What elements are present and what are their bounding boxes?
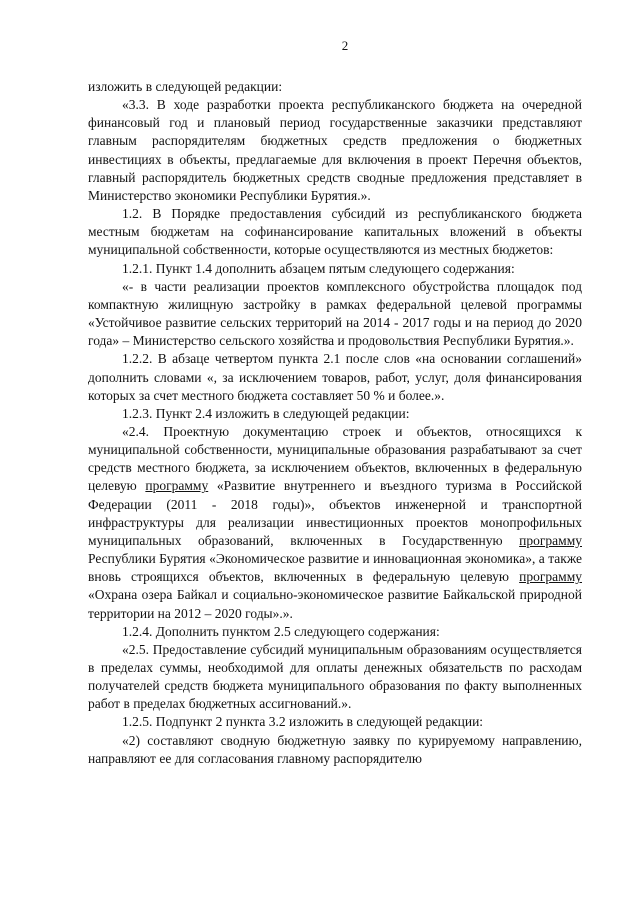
paragraph-text: «3.3. В ходе разработки проекта республиканского бюджета на очередной финансовый год и плановый период государственные заказчики представляют главным распорядителям бюджетных средств предложения о бюджетных инвестициях в объекты, предлагаемые для включения в проект Перечня объектов, главный распорядитель бюджетных средств сводные предложения представляет в Министерство экономики Республики Бурятия.».: [88, 97, 582, 203]
program-link[interactable]: программу: [519, 532, 582, 548]
paragraph: [88, 423, 582, 623]
paragraph: [88, 713, 582, 731]
paragraph-text: 1.2.5. Подпункт 2 пункта 3.2 изложить в следующей редакции:: [122, 714, 484, 730]
paragraph: [88, 278, 582, 351]
paragraph-text: «- в части реализации проектов комплексного обустройства площадок под компактную жилищную застройку в рамках федеральной целевой программы «Устойчивое развитие сельских территорий на 2014 - 2017 годы и на период до 2020 года» – Министерство сельского хозяйства и продовольствия Республики Бурятия.».: [88, 278, 582, 349]
paragraph: [88, 641, 582, 714]
paragraph-text: 1.2.1. Пункт 1.4 дополнить абзацем пятым следующего содержания:: [122, 260, 515, 276]
paragraph-text: «2) составляют сводную бюджетную заявку по курируемому направлению, направляют ее для согласования главному распорядителю: [88, 732, 582, 766]
paragraph: [88, 350, 582, 404]
paragraph: [88, 260, 582, 278]
paragraph: [88, 623, 582, 641]
paragraph-text: «Развитие внутреннего и въездного туризма в Российской Федерации (2011 - 2018 годы)», объектов инженерной и транспортной инфраструктуры для реализации инвестиционных проектов монопрофильных муниципальных образований, включенных в Государственную: [88, 478, 582, 548]
paragraph-text: Республики Бурятия «Экономическое развитие и инновационная экономика», а также вновь строящихся объектов, включенных в федеральную целевую: [88, 551, 582, 585]
paragraph: [88, 205, 582, 259]
paragraph-text: 1.2.2. В абзаце четвертом пункта 2.1 после слов «на основании соглашений» дополнить словами «, за исключением товаров, работ, услуг, доля финансирования которых за счет местного бюджета составляет 50 % и более.».: [88, 351, 582, 403]
program-link[interactable]: программу: [519, 569, 582, 585]
paragraph-text: 1.2.4. Дополнить пунктом 2.5 следующего содержания:: [122, 623, 440, 639]
paragraph-text: изложить в следующей редакции:: [88, 79, 283, 94]
paragraph: [88, 405, 582, 423]
paragraph: [88, 78, 582, 96]
paragraph-text: «Охрана озера Байкал и социально-экономическое развитие Байкальской природной территории на 2012 – 2020 годы».».: [88, 587, 582, 621]
paragraph-text: 1.2. В Порядке предоставления субсидий из республиканского бюджета местным бюджетам на софинансирование капитальных вложений в объекты муниципальной собственности, которые осуществляются из местных бюджетов:: [88, 206, 582, 258]
document-body: [88, 78, 582, 768]
paragraph-text: 1.2.3. Пункт 2.4 изложить в следующей редакции:: [122, 405, 410, 421]
page-number: 2: [341, 38, 349, 53]
paragraph-text: «2.5. Предоставление субсидий муниципальным образованиям осуществляется в пределах суммы, необходимой для оплаты денежных обязательств по расходам получателей средств бюджета муниципального образования по факту выполненных работ в пределах бюджетных ассигнований.».: [88, 641, 582, 712]
paragraph: [88, 732, 582, 768]
program-link[interactable]: программу: [145, 478, 209, 494]
paragraph: [88, 96, 582, 205]
paragraph-text: «2.4. Проектную документацию строек и объектов, относящихся к муниципальной собственности, муниципальные образования разрабатывают за счет средств местного бюджета, за исключением объектов, включенных в федеральную целевую: [88, 423, 582, 494]
